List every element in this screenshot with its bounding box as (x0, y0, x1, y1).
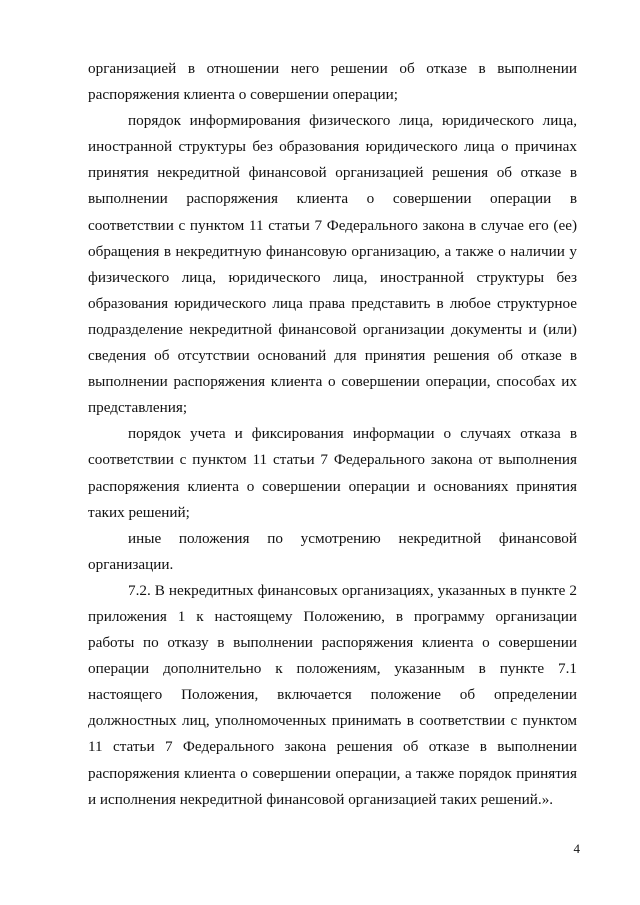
paragraph-recording-procedure: порядок учета и фиксирования информации о случаях отказа в соответствии с пунктом 11 статьи 7 Федерального закона от выполнения распоряжения клиента о совершении операции и основаниях принятия таких решений; (88, 425, 577, 521)
paragraph-continuation: организацией в отношении него решении об отказе в выполнении распоряжения клиента о совершении операции; (88, 60, 577, 104)
page-number: 4 (573, 841, 580, 856)
body-text (88, 56, 577, 813)
paragraph-clause-7-2: 7.2. В некредитных финансовых организациях, указанных в пункте 2 приложения 1 к настоящему Положению, в программу организации работы по отказу в выполнении распоряжения клиента о совершении операции дополнительно к положениям, указанным в пункте 7.1 настоящего Положения, включается положение об определении должностных лиц, уполномоченных принимать в соответствии с пунктом 11 статьи 7 Федерального закона решения об отказе в выполнении распоряжения клиента о совершении операции, а также порядок принятия и исполнения некредитной финансовой организацией таких решений.». (88, 581, 577, 808)
paragraph-other-provisions: иные положения по усмотрению некредитной финансовой организации. (88, 529, 577, 573)
paragraph-informing-procedure: порядок информирования физического лица, юридического лица, иностранной структуры без образования юридического лица о причинах принятия некредитной финансовой организацией решения об отказе в выполнении распоряжения клиента о совершении операции в соответствии с пунктом 11 статьи 7 Федерального закона в случае его (ее) обращения в некредитную финансовую организацию, а также о наличии у физического лица, юридического лица, иностранной структуры без образования юридического лица права представить в любое структурное подразделение некредитной финансовой организации документы и (или) сведения об отсутствии оснований для принятия решения об отказе в выполнении распоряжения клиента о совершении операции, способах их представления; (88, 112, 577, 417)
